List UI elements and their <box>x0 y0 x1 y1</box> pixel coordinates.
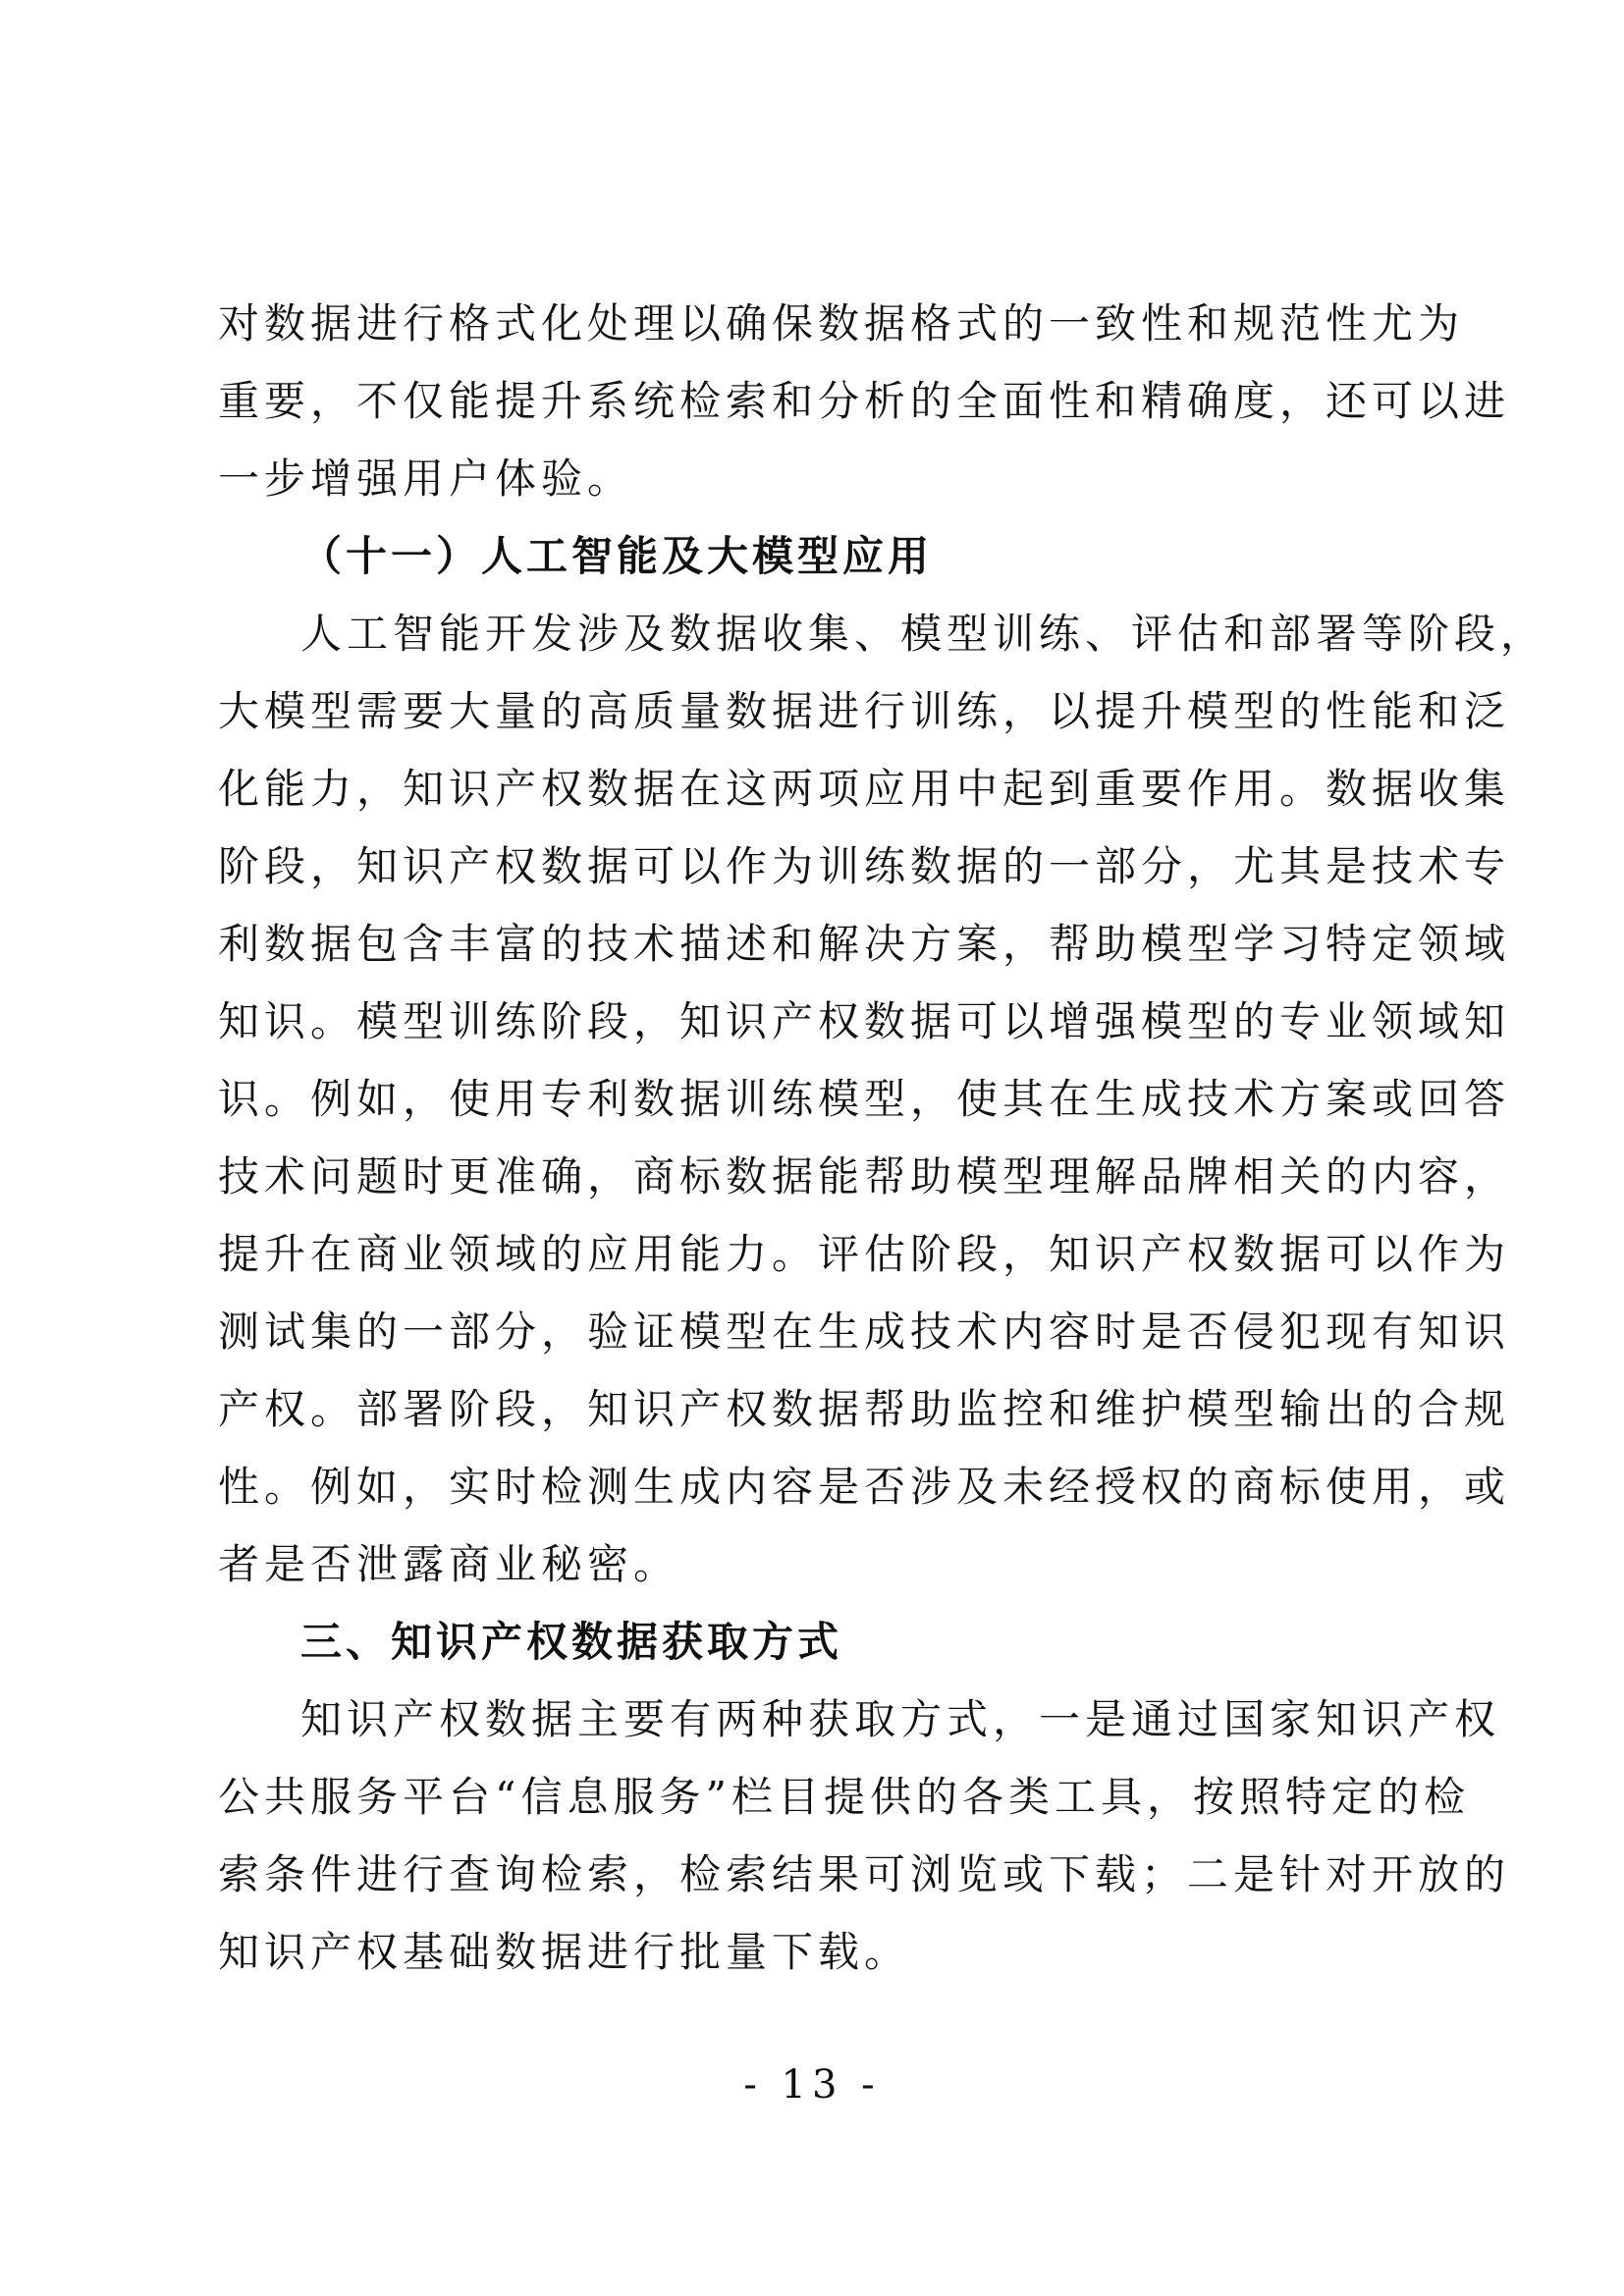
paragraph-line: 对数据进行格式化处理以确保数据格式的一致性和规范性尤为 <box>218 299 1465 347</box>
paragraph-line: 知识。模型训练阶段，知识产权数据可以增强模型的专业领域知 <box>218 997 1511 1045</box>
chapter-heading: 三、知识产权数据获取方式 <box>300 1618 843 1666</box>
paragraph-line: 利数据包含丰富的技术描述和解决方案，帮助模型学习特定领域 <box>218 920 1511 968</box>
section-heading: （十一）人工智能及大模型应用 <box>300 532 934 580</box>
paragraph-line: 识。例如，使用专利数据训练模型，使其在生成技术方案或回答 <box>218 1075 1511 1123</box>
paragraph-line: 者是否泄露商业秘密。 <box>218 1540 680 1588</box>
paragraph-line: 知识产权数据主要有两种获取方式，一是通过国家知识产权 <box>300 1695 1501 1743</box>
paragraph-line: 索条件进行查询检索，检索结果可浏览或下载；二是针对开放的 <box>218 1850 1511 1898</box>
paragraph-line: 提升在商业领域的应用能力。评估阶段，知识产权数据可以作为 <box>218 1230 1511 1278</box>
paragraph-line: 性。例如，实时检测生成内容是否涉及未经授权的商标使用，或 <box>218 1463 1511 1511</box>
paragraph-line: 公共服务平台“信息服务”栏目提供的各类工具，按照特定的检 <box>218 1773 1470 1821</box>
paragraph-line: 技术问题时更准确，商标数据能帮助模型理解品牌相关的内容， <box>218 1152 1511 1201</box>
paragraph-line: 阶段，知识产权数据可以作为训练数据的一部分，尤其是技术专 <box>218 842 1511 890</box>
paragraph-line: 大模型需要大量的高质量数据进行训练，以提升模型的性能和泛 <box>218 687 1511 735</box>
paragraph-line: 重要，不仅能提升系统检索和分析的全面性和精确度，还可以进 <box>218 377 1511 425</box>
paragraph-line: 产权。部署阶段，知识产权数据帮助监控和维护模型输出的合规 <box>218 1385 1511 1433</box>
paragraph-line: 测试集的一部分，验证模型在生成技术内容时是否侵犯现有知识 <box>218 1308 1511 1356</box>
paragraph-line: 知识产权基础数据进行批量下载。 <box>218 1928 911 1976</box>
paragraph-line: 人工智能开发涉及数据收集、模型训练、评估和部署等阶段， <box>300 610 1547 658</box>
page-number: - 13 - <box>743 2062 881 2108</box>
paragraph-line: 一步增强用户体验。 <box>218 454 634 503</box>
paragraph-line: 化能力，知识产权数据在这两项应用中起到重要作用。数据收集 <box>218 765 1511 813</box>
